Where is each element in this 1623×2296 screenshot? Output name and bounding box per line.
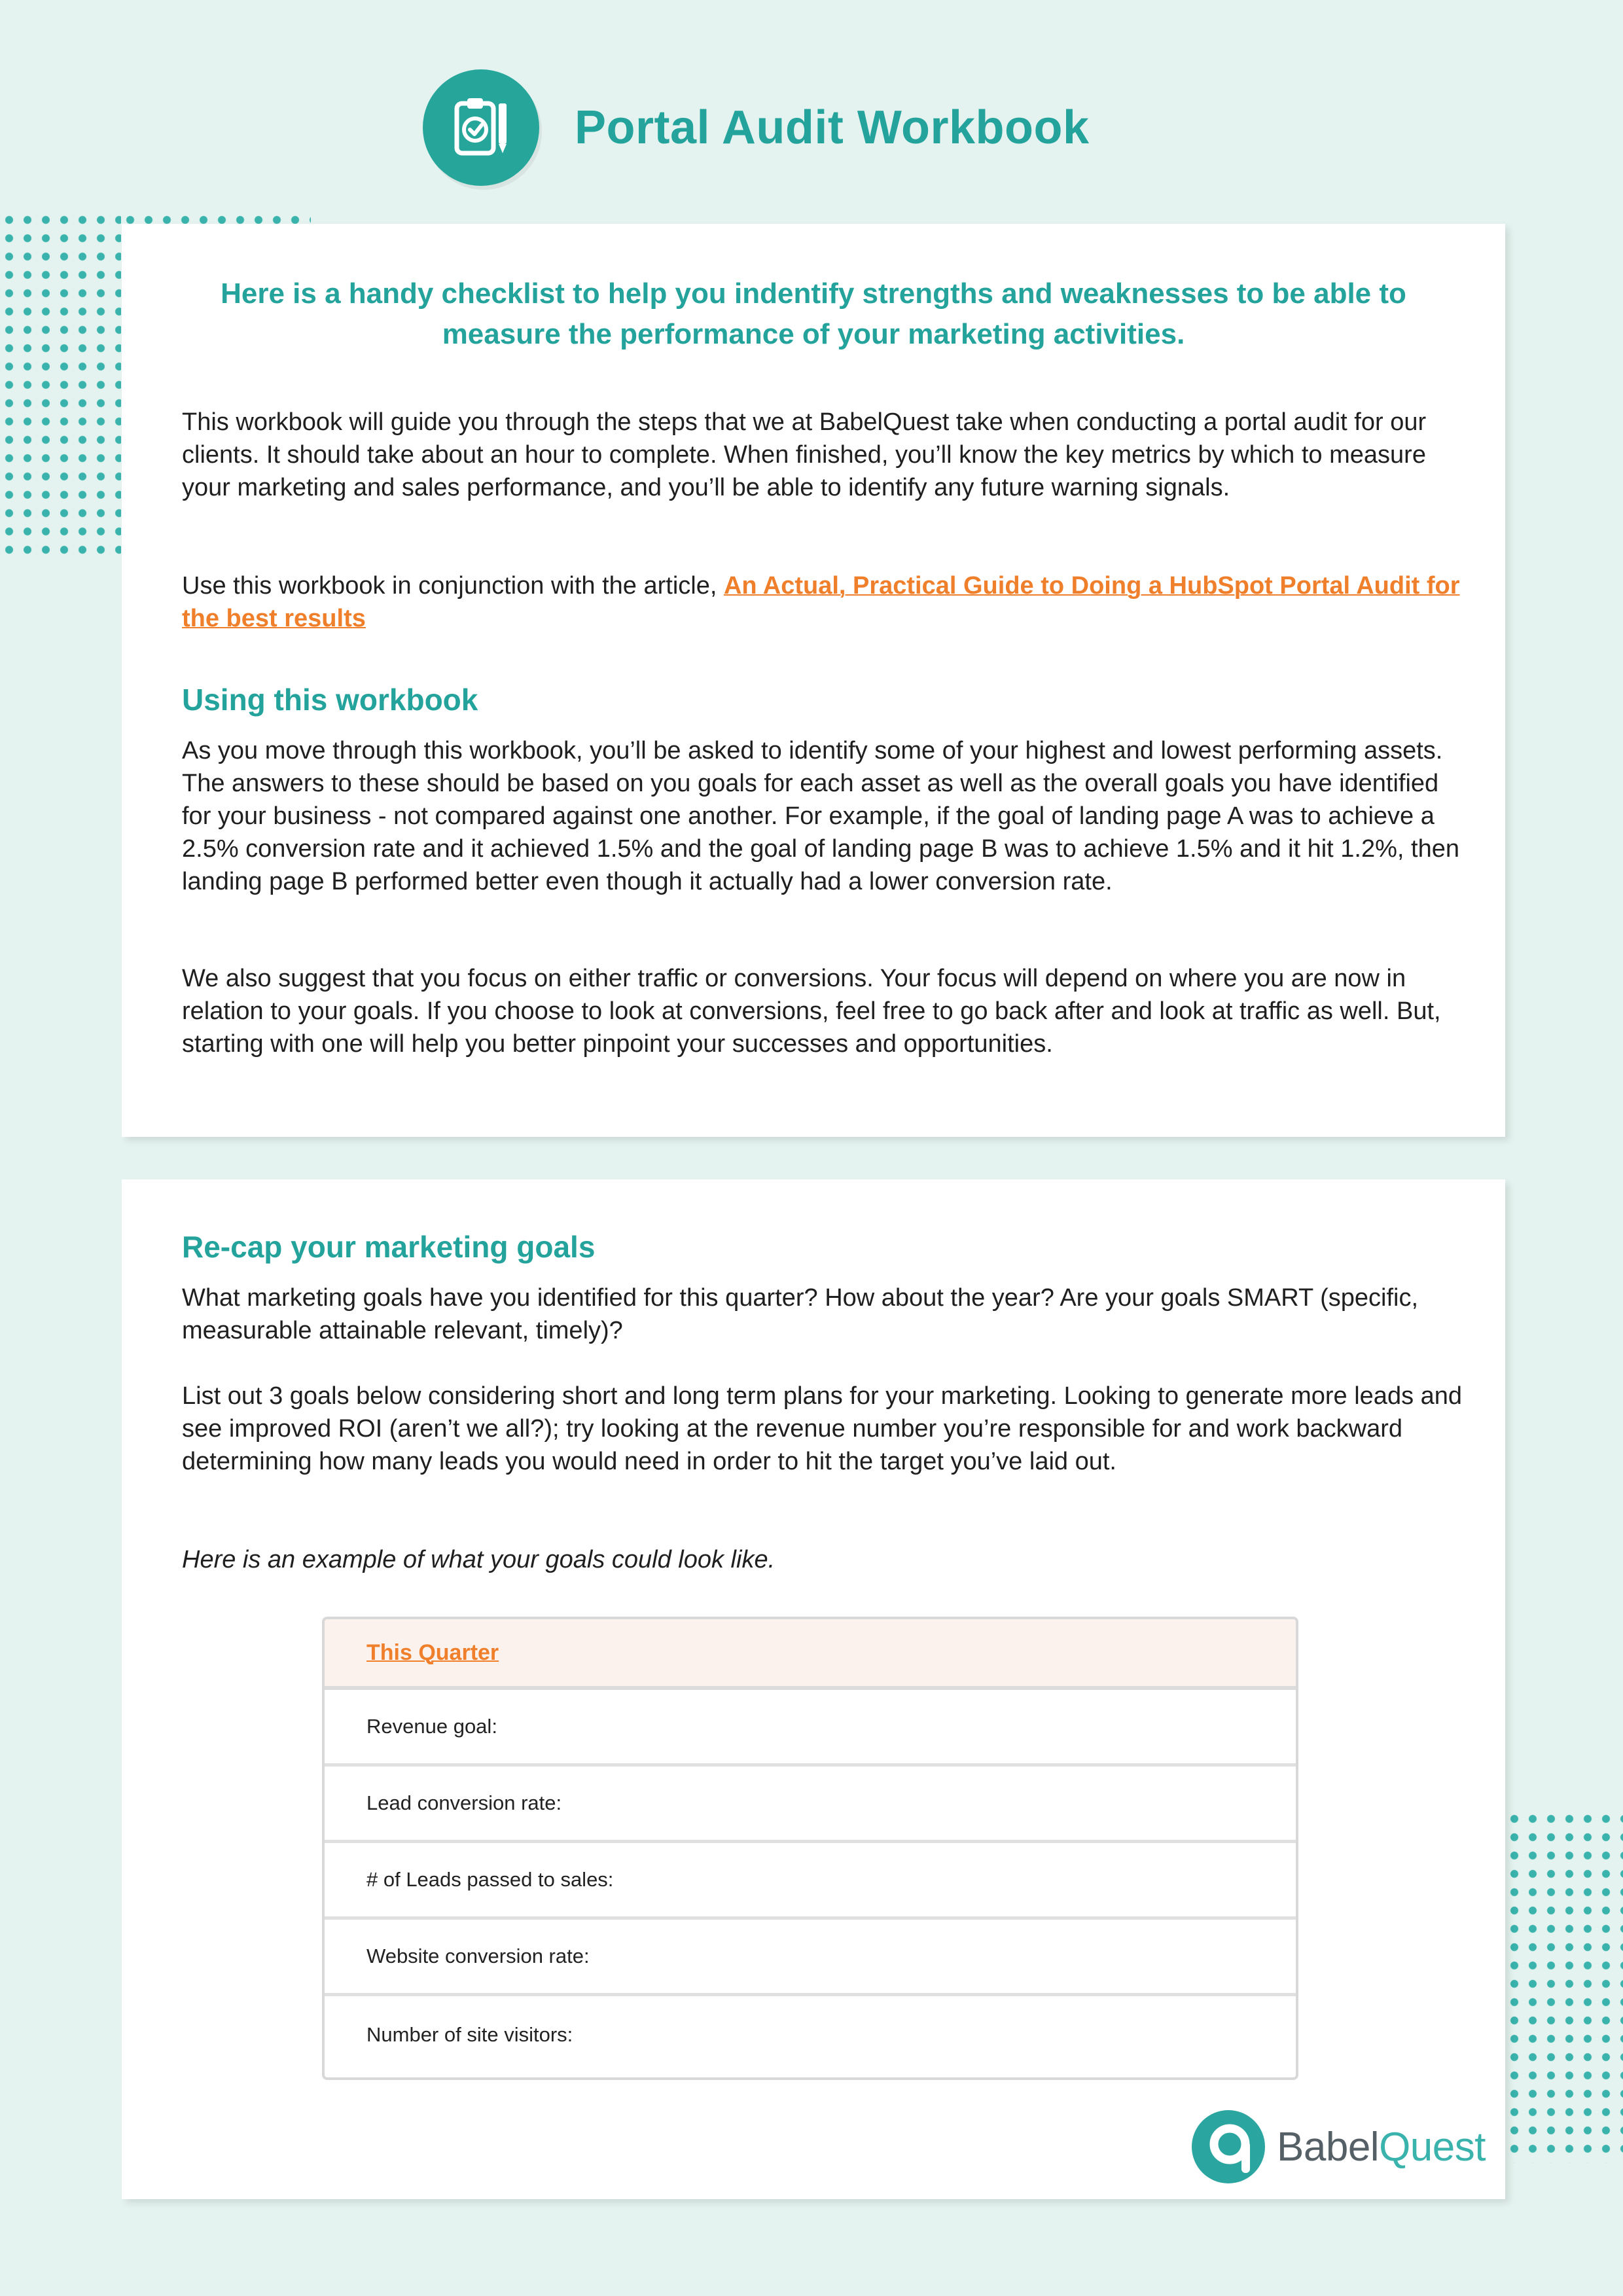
babelquest-q-icon — [1190, 2109, 1266, 2185]
hubspot-audit-guide-link[interactable]: An Actual, Practical Guide to Doing a HubSpot Portal Audit for the best results — [182, 572, 1460, 632]
decorative-dots-left-top — [121, 211, 311, 224]
goals-list-paragraph: List out 3 goals below considering short and long term plans for your marketing. Looking to generate more leads and see improved ROI (aren’t we all?); try looking at the revenue number you’re responsible for and work backward determining how many leads you would need in order to hit the target you’ve laid out. — [182, 1382, 1463, 1475]
intro-card — [122, 224, 1505, 1137]
focus-paragraph: We also suggest that you focus on either traffic or conversions. Your focus will depend on where you are now in relation to your goals. If you choose to look at conversions, feel free to go back after and look at traffic as well. But, starting with one will help you better pinpoint your successes and opportunities. — [182, 965, 1441, 1058]
article-reference — [182, 569, 1466, 635]
goal-row-revenue: Revenue goal: — [325, 1690, 1296, 1767]
example-note: Here is an example of what your goals could look like. — [182, 1546, 776, 1573]
goals-example-table — [322, 1617, 1298, 2080]
brand-wordmark — [1277, 2124, 1486, 2170]
decorative-dots-right — [1505, 1810, 1623, 2163]
goal-row-leads-to-sales: # of Leads passed to sales: — [325, 1843, 1296, 1920]
article-reference-prefix: Use this workbook in conjunction with the article, — [182, 572, 724, 600]
goal-row-site-visitors: Number of site visitors: — [366, 2022, 573, 2046]
goal-row-lead-conversion: Lead conversion rate: — [325, 1767, 1296, 1843]
decorative-dots-left — [0, 211, 121, 558]
goal-row-website-conversion: Website conversion rate: — [325, 1920, 1296, 1996]
clipboard-check-icon — [423, 69, 539, 186]
brand-name-quest: Quest — [1379, 2124, 1486, 2170]
intro-paragraph: This workbook will guide you through the steps that we at BabelQuest take when conducting a portal audit for our clients. It should take about an hour to complete. When finished, you’ll know the key metrics by which to measure your marketing and sales performance, and you’ll be able to identify any future warning signals. — [182, 408, 1427, 501]
goals-table-header — [325, 1619, 1296, 1690]
brand-name-babel: Babel — [1277, 2124, 1380, 2170]
document-title: Portal Audit Workbook — [575, 101, 1090, 154]
using-workbook-heading: Using this workbook — [182, 683, 478, 717]
goals-card — [122, 1179, 1505, 2199]
this-quarter-label: This Quarter — [366, 1640, 499, 1665]
using-workbook-paragraph: As you move through this workbook, you’ll be asked to identify some of your highest and lowest performing assets. The answers to these should be based on you goals for each asset as well as the overall goals you have identified for your business - not compared against one another. For example, if the goal of landing page A was to achieve a 2.5% conversion rate and it achieved 1.5% and the goal of landing page B was to achieve 1.5% and it hit 1.2%, then landing page B performed better even though it actually had a lower conversion rate. — [182, 737, 1459, 895]
intro-tagline: Here is a handy checklist to help you indentify strengths and weaknesses to be able to measure the performance of your marketing activities. — [221, 278, 1406, 350]
babelquest-logo — [1190, 2109, 1486, 2185]
goals-question-paragraph: What marketing goals have you identified for this quarter? How about the year? Are your goals SMART (specific, measurable attainable relevant, timely)? — [182, 1284, 1418, 1344]
marketing-goals-heading: Re-cap your marketing goals — [182, 1230, 596, 1264]
header — [423, 69, 1090, 186]
